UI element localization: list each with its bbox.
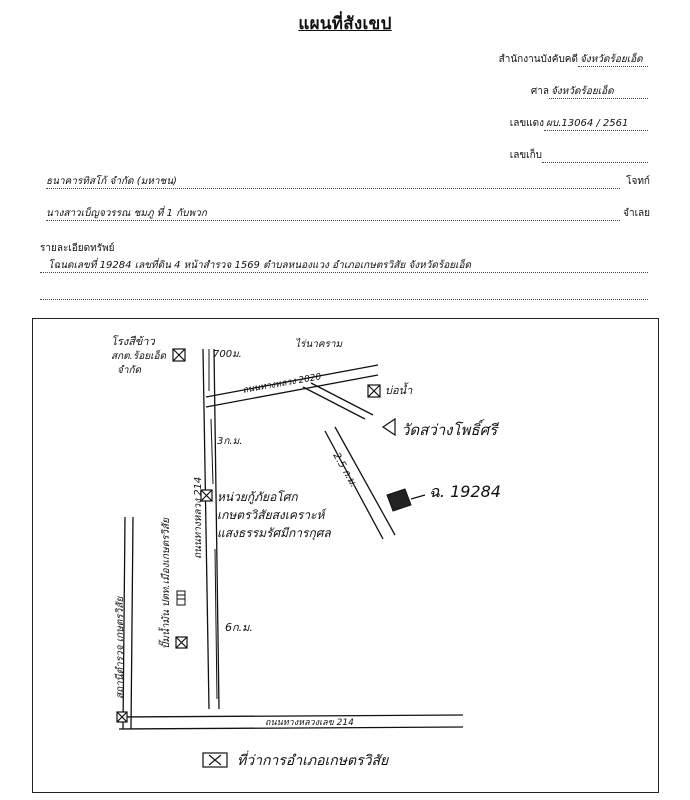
label-dist-3km: 3ก.ม. (217, 436, 243, 447)
red-case-label: เลขแดง (509, 118, 544, 129)
label-dist-25km: 2.5 ก.ม. (330, 451, 359, 490)
court-label: ศาล (530, 86, 549, 97)
court-value: จังหวัดร้อยเอ็ด (549, 86, 648, 99)
court-field (531, 86, 648, 99)
document-title: แผนที่สังเขป (298, 14, 392, 34)
temple-icon (383, 419, 395, 435)
defendant-suffix: จำเลย (623, 208, 650, 219)
branch-bottom-edge (311, 383, 373, 415)
label-left-vertical-1: ปั๊มน้ำมัน ปตท.เมืองเกษตรวิสัย (161, 517, 172, 649)
label-rice-field: ไร่นาคราม (295, 339, 343, 350)
left-road-edge-2 (131, 517, 133, 729)
road-214-h-top (119, 715, 463, 717)
label-dist-700: 700ม. (213, 349, 242, 360)
label-plot: ฉ. 19284 (429, 482, 501, 501)
property-detail-line (40, 260, 648, 273)
plaintiff-line (46, 176, 650, 189)
label-unit-1: หน่วยกู้ภัยอโศก (217, 490, 298, 504)
plaintiff-suffix: โจทก์ (626, 176, 650, 187)
defendant-line (46, 208, 650, 221)
plot-hatch-icon (387, 489, 425, 511)
storage-value (542, 150, 648, 163)
sketch-map-frame (32, 318, 659, 793)
label-school: โรงสีข้าว (111, 335, 155, 348)
label-temple: วัดสว่างโพธิ์ศรี (401, 421, 498, 439)
plaintiff-name: ธนาคารทิสโก้ จำกัด (มหาชน) (46, 176, 177, 187)
property-label: รายละเอียดทรัพย์ (40, 243, 115, 254)
label-coop-1: สกต.ร้อยเอ็ด (111, 351, 166, 362)
property-detail: โฉนดเลขที่ 19284 เลขที่ดิน 4 หน้าสำรวจ 1569 ตำบลหนองแวง อำเภอเกษตรวิสัย จังหวัดร้อยเอ็ด (48, 260, 472, 271)
sketch-map (33, 319, 658, 792)
label-well: บ่อน้ำ (385, 384, 413, 397)
label-coop-2: จำกัด (117, 365, 142, 376)
property-blank-line (40, 287, 648, 300)
label-road-214-horizontal: ถนนทางหลวงเลข 214 (265, 718, 354, 728)
office-field (499, 54, 648, 67)
pump-icon (177, 591, 185, 605)
red-case-value: ผบ.13064 / 2561 (544, 118, 648, 131)
label-unit-3: แสงธรรมรัศมีการกุศล (217, 526, 331, 540)
label-district-office: ที่ว่าการอำเภอเกษตรวิสัย (237, 753, 389, 769)
storage-label: เลขเก็บ (509, 150, 542, 161)
plot-road-right (335, 427, 395, 535)
office-value: จังหวัดร้อยเอ็ด (578, 54, 648, 67)
branch-top-edge (303, 387, 365, 419)
label-road-2020: ถนนทางหลวง 2020 (241, 372, 323, 396)
office-label: สำนักงานบังคับคดี (498, 54, 578, 65)
storage-field (510, 150, 648, 163)
label-road-214-vertical: ถนนทางหลวง 214 (193, 476, 204, 559)
marker-3km-line (211, 419, 213, 484)
label-left-vertical-2: สถานีตำรวจ เกษตรวิสัย (115, 596, 126, 699)
x-markers (117, 349, 380, 767)
red-case-field (510, 118, 648, 131)
label-unit-2: เกษตรวิสัยสงเคราะห์ (217, 508, 325, 522)
defendant-name: นางสาวเบ็ญจวรรณ ชมภู ที่ 1 กับพวก (46, 208, 207, 219)
label-dist-6km: 6ก.ม. (225, 621, 253, 634)
